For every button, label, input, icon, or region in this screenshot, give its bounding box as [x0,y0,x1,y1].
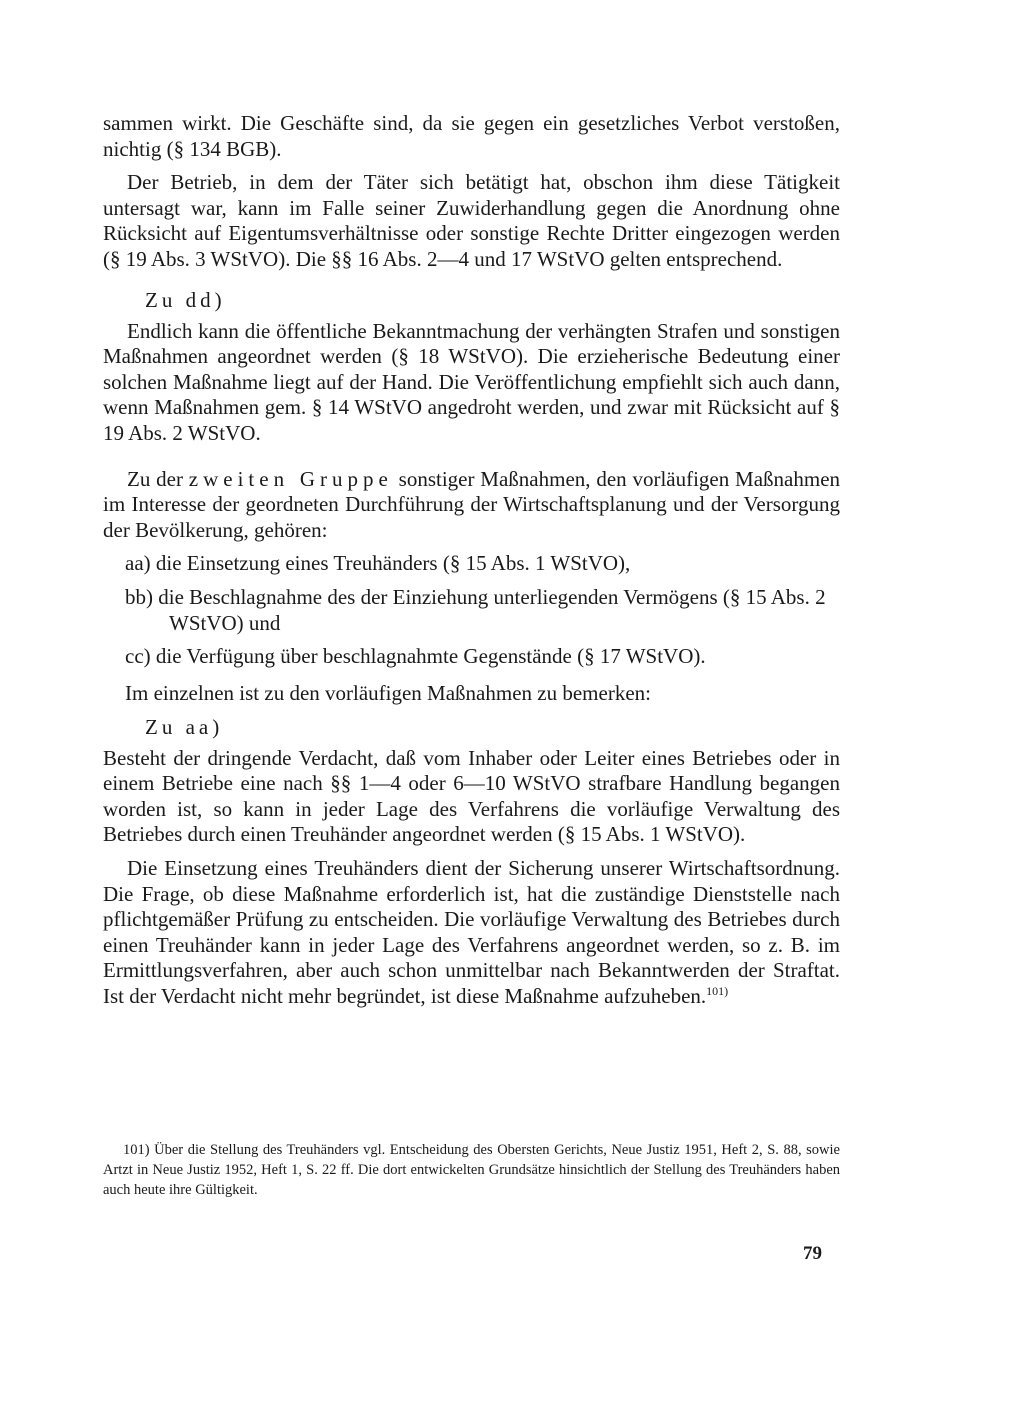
subheading-aa: Zu aa) [145,714,224,739]
paragraph-4-start: Zu der [127,466,183,491]
list-item: bb) die Beschlagnahme des der Einziehung unterliegenden Vermögens (§ 15 Abs. 2 WStVO) und [125,584,826,635]
main-text [103,111,840,1010]
list-item: aa) die Einsetzung eines Treuhänders (§ 15 Abs. 1 WStVO), [125,551,631,576]
footnote-101: 101) Über die Stellung des Treuhänders vgl. Entscheidung des Obersten Gerichts, Neue Justiz 1951, Heft 2, S. 88, sowie Artzt in Neue Justiz 1952, Heft 1, S. 22 ff. Die dort entwickelten Grundsätze hinsichtlich der Stellung des Treuhänders haben auch heute ihre Gültigkeit. [103,1142,840,1198]
paragraph-3: Endlich kann die öffentliche Bekanntmachung der verhängten Strafen und sonstigen Maßnahmen angeordnet werden (§ 18 WStVO). Die erzieherische Bedeutung einer solchen Maßnahme liegt auf der Hand. Die Veröffentlichung empfiehlt sich auch dann, wenn Maßnahmen gem. § 14 WStVO angedroht werden, und zwar mit Rücksicht auf § 19 Abs. 2 WStVO. [103,318,840,445]
paragraph-2: Der Betrieb, in dem der Täter sich betätigt hat, obschon ihm diese Tätigkeit untersagt war, kann im Falle seiner Zuwiderhandlung gegen die Anordnung ohne Rücksicht auf Eigentumsverhältnisse oder sonstige Rechte Dritter eingezogen werden (§ 19 Abs. 3 WStVO). Die §§ 16 Abs. 2—4 und 17 WStVO gelten entsprechend. [103,170,840,271]
paragraph-1: sammen wirkt. Die Geschäfte sind, da sie gegen ein gesetzliches Verbot verstoßen, nichtig (§ 134 BGB). [103,111,840,161]
paragraph-6: Besteht der dringende Verdacht, daß vom Inhaber oder Leiter eines Betriebes oder in einem Betriebe eine nach §§ 1—4 oder 6—10 WStVO strafbare Handlung begangen worden ist, so kann in jeder Lage des Verfahrens die vorläufige Verwaltung des Betriebes durch einen Treuhänder angeordnet werden (§ 15 Abs. 1 WStVO). [103,745,840,847]
paragraph-4-rest: sonstiger Maßnahmen, den vorläufigen Maßnahmen im Interesse der geordneten Durchführung der Wirtschaftsplanung und der Versorgung der Bevölkerung, gehören: [103,466,841,542]
page-number: 79 [803,1243,822,1264]
emphasized-phrase: zweiten Gruppe [188,466,393,491]
list-item: cc) die Verfügung über beschlagnahmte Gegenstände (§ 17 WStVO). [125,644,706,669]
paragraph-7 [103,856,840,1010]
paragraph-4 [103,467,840,544]
paragraph-7-text: Die Einsetzung eines Treuhänders dient der Sicherung unserer Wirtschaftsordnung. Die Frage, ob diese Maßnahme erforderlich ist, hat die zuständige Dienststelle nach pflichtgemäßer Prüfung zu entscheiden. Die vorläufige Verwaltung des Betriebes durch einen Treuhänder kann in jeder Lage des Verfahrens angeordnet werden, so z. B. im Ermittlungsverfahren, aber auch schon unmittelbar nach Bekanntwerden der Straftat. Ist der Verdacht nicht mehr begründet, ist diese Maßnahme aufzuheben. [103,856,840,1009]
paragraph-5: Im einzelnen ist zu den vorläufigen Maßnahmen zu bemerken: [125,680,651,705]
footnote-reference: 101) [706,984,729,999]
subheading-dd: Zu dd) [145,287,226,312]
